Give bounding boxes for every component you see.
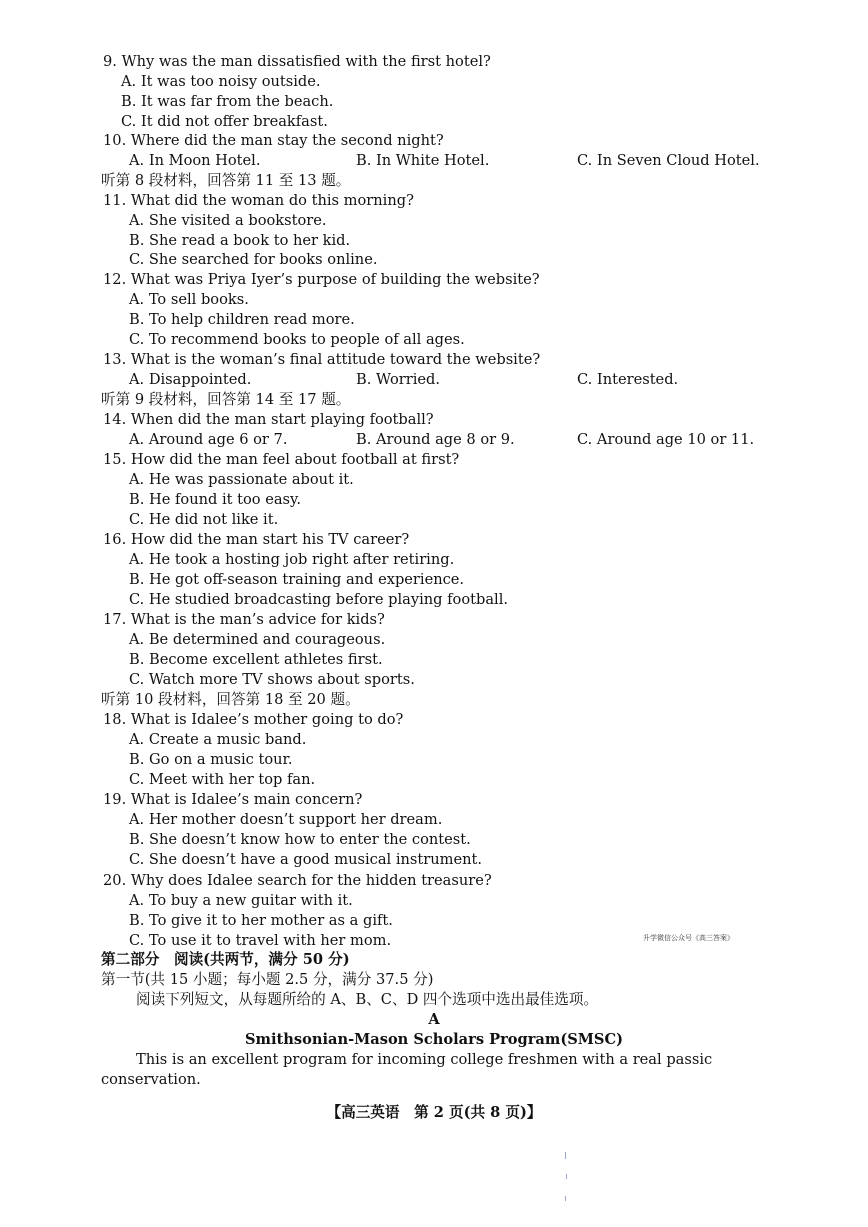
question-18-option-c: C. Meet with her top fan.: [129, 771, 316, 788]
question-10-option-b: B. In White Hotel.: [356, 152, 490, 169]
question-20-option-c: C. To use it to travel with her mom.: [129, 932, 392, 949]
question-11-stem: 11. What did the woman do this morning?: [103, 192, 414, 209]
passage-letter: A: [428, 1011, 440, 1028]
question-20-stem: 20. Why does Idalee search for the hidden treasure?: [103, 872, 492, 889]
question-16-stem: 16. How did the man start his TV career?: [103, 531, 410, 548]
question-14-option-a: A. Around age 6 or 7.: [129, 431, 288, 448]
part2-heading: 第二部分 阅读(共两节，满分 50 分): [101, 951, 350, 968]
question-15-option-a: A. He was passionate about it.: [129, 471, 354, 488]
question-14-stem: 14. When did the man start playing football?: [103, 411, 434, 428]
question-9-option-c: C. It did not offer breakfast.: [121, 113, 328, 130]
question-16-option-b: B. He got off-season training and experience.: [129, 571, 465, 588]
scan-mark: [565, 1196, 566, 1201]
question-13-option-b: B. Worried.: [356, 371, 441, 388]
question-17-option-a: A. Be determined and courageous.: [129, 631, 386, 648]
question-11-option-c: C. She searched for books online.: [129, 251, 378, 268]
question-9-stem: 9. Why was the man dissatisfied with the first hotel?: [103, 53, 491, 70]
question-17-stem: 17. What is the man’s advice for kids?: [103, 611, 385, 628]
question-12-option-a: A. To sell books.: [129, 291, 249, 308]
scan-mark: [566, 1174, 567, 1179]
part2-instruction: 阅读下列短文，从每题所给的 A、B、C、D 四个选项中选出最佳选项。: [136, 991, 599, 1008]
question-16-option-a: A. He took a hosting job right after retiring.: [129, 551, 455, 568]
question-18-stem: 18. What is Idalee’s mother going to do?: [103, 711, 404, 728]
section-10-instruction: 听第 10 段材料，回答第 18 至 20 题。: [101, 691, 360, 708]
question-12-option-b: B. To help children read more.: [129, 311, 355, 328]
question-13-option-a: A. Disappointed.: [129, 371, 252, 388]
question-17-option-b: B. Become excellent athletes first.: [129, 651, 383, 668]
question-17-option-c: C. Watch more TV shows about sports.: [129, 671, 415, 688]
question-15-option-b: B. He found it too easy.: [129, 491, 301, 508]
passage-line-1: This is an excellent program for incoming college freshmen with a real passic: [136, 1051, 713, 1068]
question-19-option-b: B. She doesn’t know how to enter the contest.: [129, 831, 471, 848]
question-19-option-a: A. Her mother doesn’t support her dream.: [129, 811, 443, 828]
part2-section1: 第一节(共 15 小题；每小题 2.5 分，满分 37.5 分): [101, 971, 434, 988]
question-20-option-a: A. To buy a new guitar with it.: [129, 892, 353, 909]
question-13-option-c: C. Interested.: [577, 371, 679, 388]
page-footer: 【高三英语 第 2 页(共 8 页)】: [326, 1104, 542, 1121]
scan-mark: [565, 1152, 566, 1159]
question-19-option-c: C. She doesn’t have a good musical instrument.: [129, 851, 482, 868]
watermark-text: 升学微信公众号《高三答案》: [643, 934, 734, 942]
question-20-option-b: B. To give it to her mother as a gift.: [129, 912, 393, 929]
passage-line-2: conservation.: [101, 1071, 201, 1088]
question-14-option-c: C. Around age 10 or 11.: [577, 431, 755, 448]
question-16-option-c: C. He studied broadcasting before playing football.: [129, 591, 509, 608]
question-12-stem: 12. What was Priya Iyer’s purpose of building the website?: [103, 271, 540, 288]
passage-title: Smithsonian-Mason Scholars Program(SMSC): [245, 1031, 623, 1048]
question-13-stem: 13. What is the woman’s final attitude toward the website?: [103, 351, 541, 368]
question-11-option-a: A. She visited a bookstore.: [129, 212, 327, 229]
question-11-option-b: B. She read a book to her kid.: [129, 232, 351, 249]
section-9-instruction: 听第 9 段材料，回答第 14 至 17 题。: [101, 391, 351, 408]
question-18-option-b: B. Go on a music tour.: [129, 751, 293, 768]
question-10-option-c: C. In Seven Cloud Hotel.: [577, 152, 760, 169]
question-10-option-a: A. In Moon Hotel.: [129, 152, 261, 169]
question-14-option-b: B. Around age 8 or 9.: [356, 431, 515, 448]
question-15-stem: 15. How did the man feel about football at first?: [103, 451, 460, 468]
question-9-option-a: A. It was too noisy outside.: [121, 73, 321, 90]
question-19-stem: 19. What is Idalee’s main concern?: [103, 791, 363, 808]
question-18-option-a: A. Create a music band.: [129, 731, 307, 748]
question-10-stem: 10. Where did the man stay the second night?: [103, 132, 444, 149]
question-9-option-b: B. It was far from the beach.: [121, 93, 334, 110]
section-8-instruction: 听第 8 段材料，回答第 11 至 13 题。: [101, 172, 351, 189]
question-12-option-c: C. To recommend books to people of all ages.: [129, 331, 465, 348]
question-15-option-c: C. He did not like it.: [129, 511, 279, 528]
